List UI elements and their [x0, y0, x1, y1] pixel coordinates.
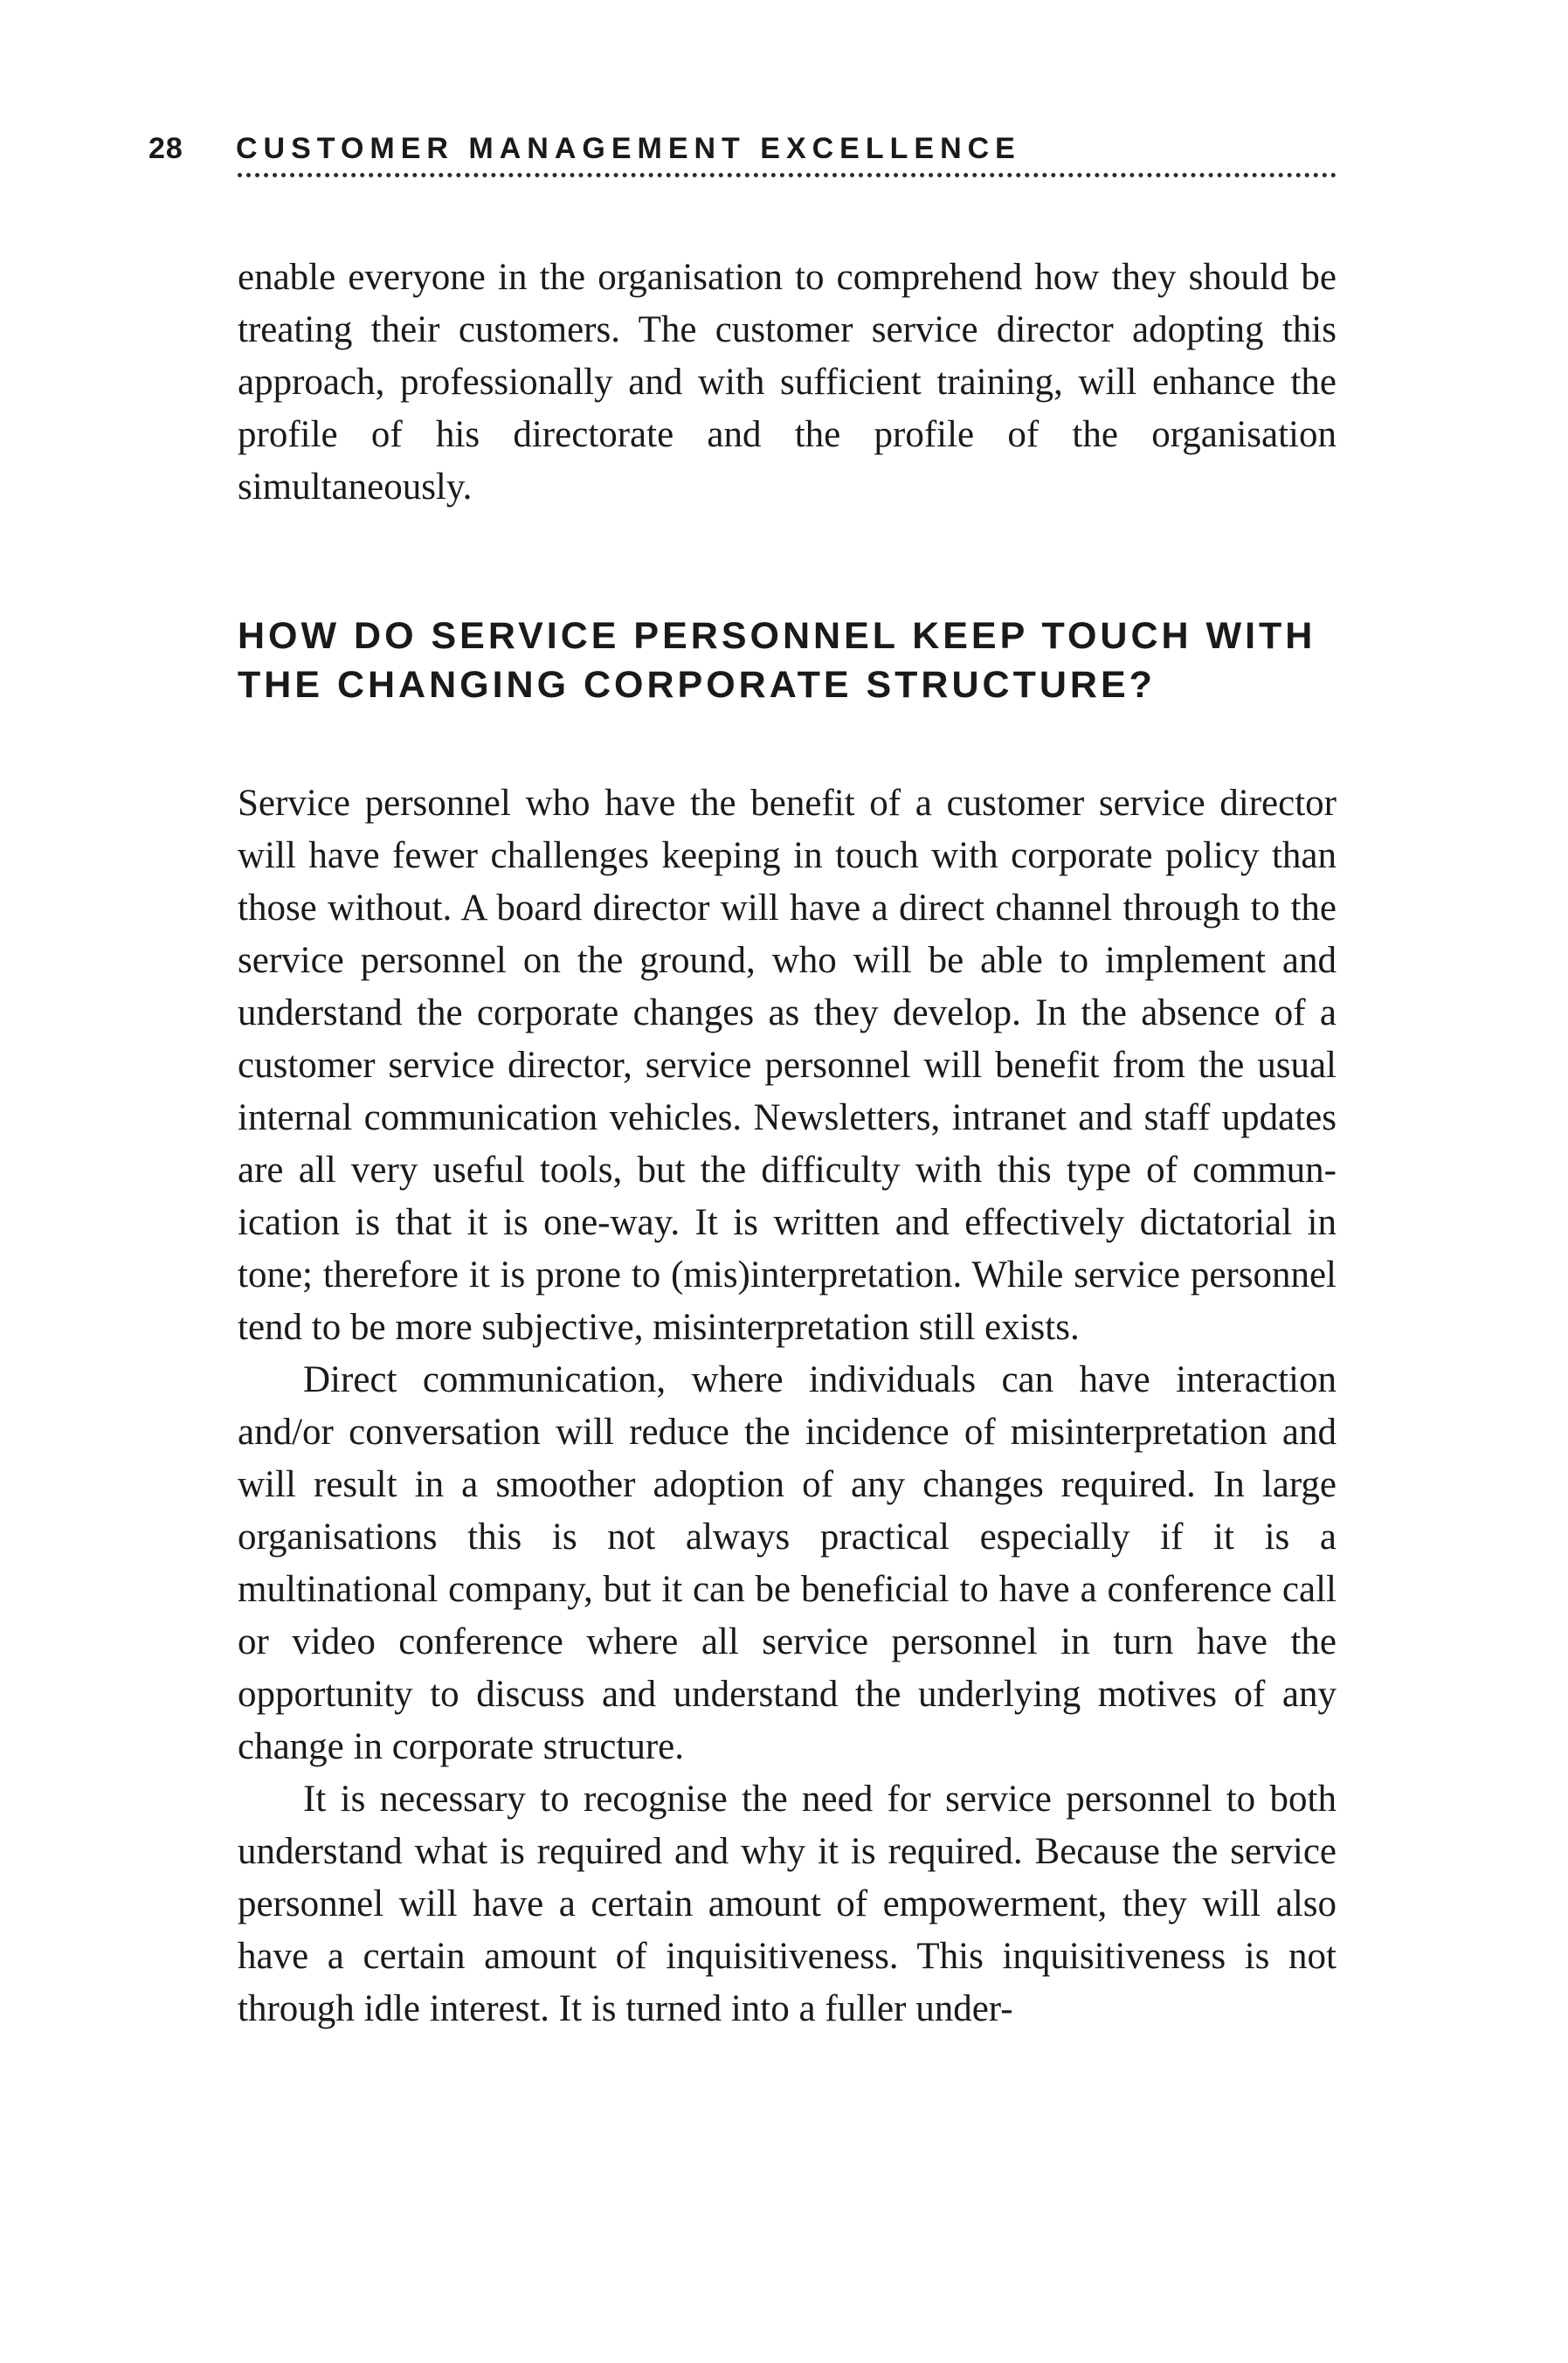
- body-paragraph: It is necessary to recognise the need for service personnel to both understand what is required and why it is required. Because the service personnel will have a certain amount of empowerment, they will also have a certain amount of inquisitiveness. This inquisitiveness is not through idle interest. It is turned into a fuller under-: [238, 1779, 1337, 2029]
- body-paragraph: Direct communication, where individuals can have interaction and/or conversation will reduce the incidence of misinterpretation and will result in a smoother adoption of any changes required. In large organisations this is not always practical especially if it is a multinational company, but it can be beneficial to have a conference call or video conference where all service personnel in turn have the opportunity to discuss and understand the underlying motives of any change in corporate structure.: [238, 1359, 1337, 1767]
- page-number: 28: [149, 132, 183, 165]
- header-dotted-rule: [238, 173, 1337, 177]
- body-paragraph: Service personnel who have the benefit of a customer service director will have fewer challenges keeping in touch with corporate policy than those without. A board director will have a direct channel through to the service personnel on the ground, who will be able to implement and understand the corporate changes as they develop. In the absence of a customer service director, service personnel will benefit from the usual internal communication vehicles. Newsletters, intranet and staff updates are all very useful tools, but the difficulty with this type of communication is that it is one-way. It is written and effectively dictatorial in tone; therefore it is prone to (mis)interpretation. While service personnel tend to be more subjective, misinterpretation still exists.: [238, 783, 1337, 1348]
- running-title: CUSTOMER MANAGEMENT EXCELLENCE: [236, 132, 1021, 165]
- intro-paragraph: enable everyone in the organisation to comprehend how they should be treating their customers. The customer service director adopting this approach, professionally and with sufficient training, will enhance the profile of his directorate and the profile of the organisation simultaneously.: [238, 257, 1337, 508]
- section-heading: HOW DO SERVICE PERSONNEL KEEP TOUCH WITH THE CHANGING CORPORATE STRUCTURE?: [238, 615, 1316, 706]
- page-body: [238, 252, 1337, 2035]
